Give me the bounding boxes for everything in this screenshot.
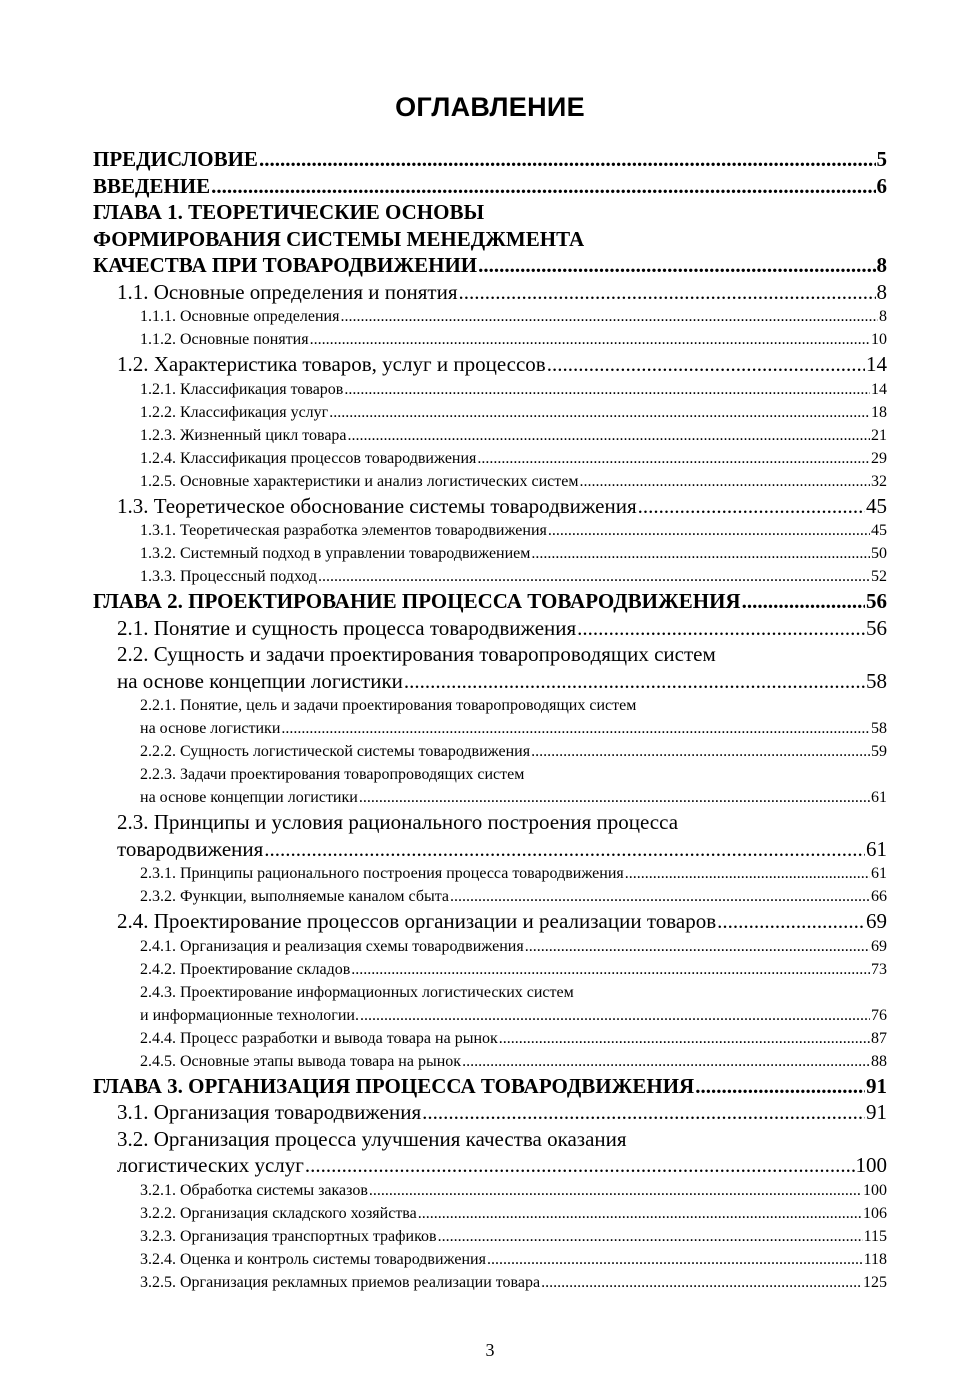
toc-entry-page: 56 bbox=[866, 589, 887, 613]
toc-entry[interactable] bbox=[93, 981, 887, 1027]
toc-entry-title: 3.2.5. Организация рекламных приемов реализации товара bbox=[140, 1273, 541, 1291]
toc-entry[interactable] bbox=[93, 351, 887, 378]
toc-entry-row bbox=[117, 351, 887, 378]
toc-entry[interactable] bbox=[93, 279, 887, 306]
dot-leader bbox=[264, 836, 865, 863]
dot-leader bbox=[531, 542, 870, 565]
toc-entry-row bbox=[140, 378, 887, 401]
dot-leader bbox=[487, 1248, 863, 1271]
toc-entry[interactable] bbox=[93, 378, 887, 401]
toc-entry-title: на основе концепции логистики bbox=[117, 668, 403, 693]
toc-entry-row bbox=[117, 615, 887, 642]
page-title: ОГЛАВЛЕНИЕ bbox=[395, 92, 585, 122]
toc-entry-page: 61 bbox=[866, 836, 887, 861]
dot-leader bbox=[477, 447, 870, 470]
toc-entry[interactable] bbox=[93, 146, 887, 173]
dot-leader bbox=[348, 424, 870, 447]
dot-leader bbox=[499, 1027, 870, 1050]
dot-leader bbox=[577, 615, 865, 642]
toc-entry[interactable] bbox=[93, 305, 887, 328]
toc-entry-line: 2.2.3. Задачи проектирования товаропроводящих систем bbox=[140, 766, 525, 783]
dot-leader bbox=[717, 908, 865, 935]
toc-entry[interactable] bbox=[93, 401, 887, 424]
dot-leader bbox=[360, 1004, 870, 1027]
toc-entry[interactable] bbox=[93, 447, 887, 470]
toc-entry-row bbox=[117, 279, 887, 306]
toc-entry[interactable] bbox=[93, 935, 887, 958]
toc-entry-title: 2.4.4. Процесс разработки и вывода товара на рынок bbox=[140, 1029, 498, 1047]
toc-entry-page: 8 bbox=[876, 253, 887, 277]
dot-leader bbox=[351, 958, 870, 981]
toc-entry-line: ГЛАВА 1. ТЕОРЕТИЧЕСКИЕ ОСНОВЫ bbox=[93, 200, 485, 224]
toc-entry-page: 5 bbox=[876, 147, 887, 171]
toc-entry-title: КАЧЕСТВА ПРИ ТОВАРОДВИЖЕНИИ bbox=[93, 253, 478, 277]
toc-entry-page: 8 bbox=[879, 308, 887, 325]
toc-entry-title: 1.2. Характеристика товаров, услуг и процессов bbox=[117, 352, 546, 376]
toc-entry-line: 2.2. Сущность и задачи проектирования товаропроводящих систем bbox=[117, 642, 716, 666]
toc-entry-title: ГЛАВА 2. ПРОЕКТИРОВАНИЕ ПРОЦЕССА ТОВАРОДВИЖЕНИЯ bbox=[93, 589, 741, 613]
toc-entry-row bbox=[117, 1099, 887, 1126]
toc-entry-page: 91 bbox=[866, 1073, 887, 1098]
toc-entry-row bbox=[93, 173, 887, 200]
toc-entry-row bbox=[117, 493, 887, 520]
toc-entry-row bbox=[93, 252, 887, 279]
toc-entry-row bbox=[140, 305, 887, 328]
toc-entry-line: ФОРМИРОВАНИЯ СИСТЕМЫ МЕНЕДЖМЕНТА bbox=[93, 226, 585, 251]
toc-entry-row bbox=[140, 717, 887, 740]
toc-entry[interactable] bbox=[93, 519, 887, 542]
toc-entry-title: 1.2.4. Классификация процессов товародвижения bbox=[140, 449, 477, 467]
toc-entry-row bbox=[140, 447, 887, 470]
dot-leader bbox=[418, 1202, 862, 1225]
toc-entry[interactable] bbox=[93, 424, 887, 447]
toc-entry-row bbox=[93, 1073, 887, 1100]
dot-leader bbox=[438, 1225, 863, 1248]
toc-entry-title: 2.4.2. Проектирование складов bbox=[140, 960, 351, 978]
toc-entry-row bbox=[140, 470, 887, 493]
toc-entry-page: 29 bbox=[871, 449, 887, 467]
toc-entry-title: 1.2.2. Классификация услуг bbox=[140, 403, 329, 421]
toc-entry[interactable] bbox=[93, 1099, 887, 1126]
toc-entry-page: 69 bbox=[871, 937, 887, 955]
toc-entry-page: 76 bbox=[871, 1006, 887, 1024]
dot-leader bbox=[742, 588, 865, 615]
toc-entry[interactable] bbox=[93, 763, 887, 809]
toc-entry-page: 32 bbox=[871, 472, 887, 490]
toc-entry-page: 56 bbox=[866, 615, 887, 640]
toc-entry-page: 58 bbox=[871, 720, 887, 737]
toc-entry-title: 2.3.1. Принципы рационального построения процесса товародвижения bbox=[140, 865, 624, 882]
toc-entry-title: ГЛАВА 3. ОРГАНИЗАЦИЯ ПРОЦЕССА ТОВАРОДВИЖЕНИЯ bbox=[93, 1073, 695, 1098]
toc-entry-title: 1.1. Основные определения и понятия bbox=[117, 279, 458, 304]
toc-entry-page: 87 bbox=[871, 1029, 887, 1047]
toc-entry-title: 2.1. Понятие и сущность процесса товародвижения bbox=[117, 615, 577, 640]
toc-entry-title: 2.4.1. Организация и реализация схемы товародвижения bbox=[140, 937, 524, 955]
toc-entry-page: 61 bbox=[871, 865, 887, 882]
toc-entry-page: 21 bbox=[871, 426, 887, 444]
toc-entry-row bbox=[140, 542, 887, 565]
toc-entry-page: 88 bbox=[871, 1052, 887, 1070]
toc-entry-page: 18 bbox=[871, 403, 887, 421]
toc-entry[interactable] bbox=[93, 199, 887, 279]
toc-entry-page: 14 bbox=[871, 380, 887, 398]
dot-leader bbox=[281, 717, 870, 740]
toc-entry-page: 45 bbox=[866, 493, 887, 518]
toc-entry-page: 73 bbox=[871, 960, 887, 978]
toc-entry-row bbox=[117, 908, 887, 935]
dot-leader bbox=[625, 862, 870, 885]
dot-leader bbox=[638, 493, 865, 520]
toc-entry[interactable] bbox=[93, 1050, 887, 1073]
toc-entry-title: 1.2.1. Классификация товаров bbox=[140, 380, 344, 398]
toc-entry-title: 1.1.2. Основные понятия bbox=[140, 331, 309, 348]
toc-entry-page: 58 bbox=[866, 668, 887, 693]
toc-entry-title: и информационные технологии. bbox=[140, 1006, 359, 1024]
toc-entry[interactable] bbox=[93, 1073, 887, 1100]
toc-entry-line: 2.3. Принципы и условия рационального построения процесса bbox=[117, 810, 679, 834]
toc-entry-row bbox=[140, 519, 887, 542]
toc-entry-line: 3.2. Организация процесса улучшения качества оказания bbox=[117, 1126, 627, 1151]
toc-entry-line: 2.4.3. Проектирование информационных логистических систем bbox=[140, 983, 574, 1001]
dot-leader bbox=[531, 740, 870, 763]
dot-leader bbox=[305, 1152, 855, 1179]
toc-entry-row bbox=[140, 1202, 887, 1225]
toc-entry-page: 69 bbox=[866, 909, 887, 933]
toc-entry[interactable] bbox=[93, 615, 887, 642]
dot-leader bbox=[525, 935, 870, 958]
toc-entry-title: 3.2.4. Оценка и контроль системы товародвижения bbox=[140, 1250, 486, 1268]
toc-entry-row bbox=[140, 935, 887, 958]
toc-entry[interactable] bbox=[93, 542, 887, 565]
toc-entry[interactable] bbox=[93, 328, 887, 351]
toc-entry-page: 8 bbox=[876, 279, 887, 304]
toc-entry-title: 1.1.1. Основные определения bbox=[140, 308, 340, 325]
toc-entry[interactable] bbox=[93, 908, 887, 935]
toc-entry-title: 3.2.3. Организация транспортных трафиков bbox=[140, 1227, 437, 1245]
toc-entry-title: 2.4. Проектирование процессов организации и реализации товаров bbox=[117, 909, 717, 933]
dot-leader bbox=[547, 351, 865, 378]
toc-entry[interactable] bbox=[93, 809, 887, 862]
toc-entry-title: 1.2.5. Основные характеристики и анализ логистических систем bbox=[140, 472, 579, 490]
toc-entry-row bbox=[140, 1248, 887, 1271]
toc-entry-row bbox=[140, 1225, 887, 1248]
toc-entry-page: 6 bbox=[876, 173, 887, 198]
toc-entry-page: 52 bbox=[871, 568, 887, 585]
toc-entry[interactable] bbox=[93, 1179, 887, 1202]
toc-entry-page: 100 bbox=[863, 1181, 887, 1199]
toc-entry[interactable] bbox=[93, 565, 887, 588]
toc-entry-row bbox=[117, 668, 887, 695]
toc-entry-title: 3.2.1. Обработка системы заказов bbox=[140, 1181, 368, 1199]
toc-entry[interactable] bbox=[93, 588, 887, 615]
toc-entry-row bbox=[140, 862, 887, 885]
page-number: 3 bbox=[485, 1340, 495, 1360]
dot-leader bbox=[462, 1050, 870, 1073]
toc-entry-title: товародвижения bbox=[117, 836, 264, 861]
toc-entry-row bbox=[140, 740, 887, 763]
dot-leader bbox=[422, 1099, 865, 1126]
toc-entry-title: 1.3.3. Процессный подход bbox=[140, 568, 318, 585]
dot-leader bbox=[318, 565, 870, 588]
toc-entry-row bbox=[140, 565, 887, 588]
toc-entry-page: 45 bbox=[871, 522, 887, 539]
toc-entry-row bbox=[140, 328, 887, 351]
dot-leader bbox=[329, 401, 870, 424]
toc-entry[interactable] bbox=[93, 470, 887, 493]
toc-entry-page: 66 bbox=[871, 888, 887, 905]
toc-entry-title: на основе концепции логистики bbox=[140, 789, 358, 806]
dot-leader bbox=[310, 328, 870, 351]
toc-entry[interactable] bbox=[93, 958, 887, 981]
toc-entry-title: 1.2.3. Жизненный цикл товара bbox=[140, 426, 347, 444]
toc-entry-page: 61 bbox=[871, 789, 887, 806]
toc-entry-title: 2.2.2. Сущность логистической системы товародвижения bbox=[140, 743, 531, 760]
toc-entry[interactable] bbox=[93, 1248, 887, 1271]
toc-entry-row bbox=[140, 1179, 887, 1202]
toc-entry[interactable] bbox=[93, 1225, 887, 1248]
dot-leader bbox=[369, 1179, 862, 1202]
dot-leader bbox=[548, 519, 870, 542]
toc-entry-title: ПРЕДИСЛОВИЕ bbox=[93, 147, 258, 171]
toc-entry-row bbox=[140, 1004, 887, 1027]
toc-entry-row bbox=[140, 1027, 887, 1050]
toc-entry[interactable] bbox=[93, 862, 887, 885]
toc-entry-title: 2.4.5. Основные этапы вывода товара на рынок bbox=[140, 1052, 462, 1070]
toc-entry-page: 125 bbox=[863, 1273, 887, 1291]
dot-leader bbox=[211, 173, 875, 200]
dot-leader bbox=[450, 885, 870, 908]
toc-entry-title: ВВЕДЕНИЕ bbox=[93, 173, 211, 198]
toc-entry-line: 2.2.1. Понятие, цель и задачи проектирования товаропроводящих систем bbox=[140, 697, 637, 714]
toc-entry-page: 106 bbox=[863, 1204, 887, 1222]
toc-entry-row bbox=[140, 1271, 887, 1294]
toc-entry[interactable] bbox=[93, 1271, 887, 1294]
toc-entry[interactable] bbox=[93, 1027, 887, 1050]
toc-entry-title: 3.1. Организация товародвижения bbox=[117, 1100, 422, 1124]
toc-entry-title: логистических услуг bbox=[117, 1153, 304, 1177]
toc-entry-page: 59 bbox=[871, 743, 887, 760]
toc-entry-row bbox=[117, 1152, 887, 1179]
toc-entry-title: 1.3.1. Теоретическая разработка элементов товародвижения bbox=[140, 522, 547, 539]
toc-entry-row bbox=[93, 588, 887, 615]
table-of-contents bbox=[93, 146, 887, 1294]
toc-entry[interactable] bbox=[93, 885, 887, 908]
toc-entry-row bbox=[140, 786, 887, 809]
toc-entry-row bbox=[140, 401, 887, 424]
toc-entry-page: 91 bbox=[866, 1100, 887, 1124]
toc-entry-row bbox=[140, 1050, 887, 1073]
toc-entry-title: 1.3.2. Системный подход в управлении товародвижением bbox=[140, 545, 531, 562]
toc-entry[interactable] bbox=[93, 493, 887, 520]
toc-entry-row bbox=[140, 424, 887, 447]
toc-entry-title: 3.2.2. Организация складского хозяйства bbox=[140, 1204, 417, 1222]
dot-leader bbox=[340, 305, 878, 328]
toc-entry-page: 115 bbox=[863, 1227, 887, 1245]
toc-entry-page: 50 bbox=[871, 545, 887, 562]
dot-leader bbox=[541, 1271, 862, 1294]
toc-entry[interactable] bbox=[93, 740, 887, 763]
dot-leader bbox=[478, 252, 875, 279]
toc-entry[interactable] bbox=[93, 1126, 887, 1179]
toc-entry[interactable] bbox=[93, 641, 887, 694]
toc-entry-title: 2.3.2. Функции, выполняемые каналом сбыта bbox=[140, 888, 450, 905]
dot-leader bbox=[404, 668, 865, 695]
toc-entry-row bbox=[117, 836, 887, 863]
toc-entry[interactable] bbox=[93, 1202, 887, 1225]
toc-entry-row bbox=[140, 885, 887, 908]
toc-entry-row bbox=[93, 146, 887, 173]
toc-entry[interactable] bbox=[93, 694, 887, 740]
toc-entry[interactable] bbox=[93, 173, 887, 200]
dot-leader bbox=[695, 1073, 865, 1100]
dot-leader bbox=[579, 470, 870, 493]
toc-entry-page: 118 bbox=[863, 1250, 887, 1268]
dot-leader bbox=[259, 146, 876, 173]
dot-leader bbox=[359, 786, 870, 809]
toc-entry-title: на основе логистики bbox=[140, 720, 281, 737]
toc-entry-title: 1.3. Теоретическое обоснование системы товародвижения bbox=[117, 493, 637, 518]
toc-entry-row bbox=[140, 958, 887, 981]
toc-entry-page: 10 bbox=[871, 331, 887, 348]
dot-leader bbox=[344, 378, 870, 401]
toc-entry-page: 14 bbox=[866, 352, 887, 376]
toc-entry-page: 100 bbox=[855, 1153, 887, 1177]
dot-leader bbox=[458, 279, 875, 306]
